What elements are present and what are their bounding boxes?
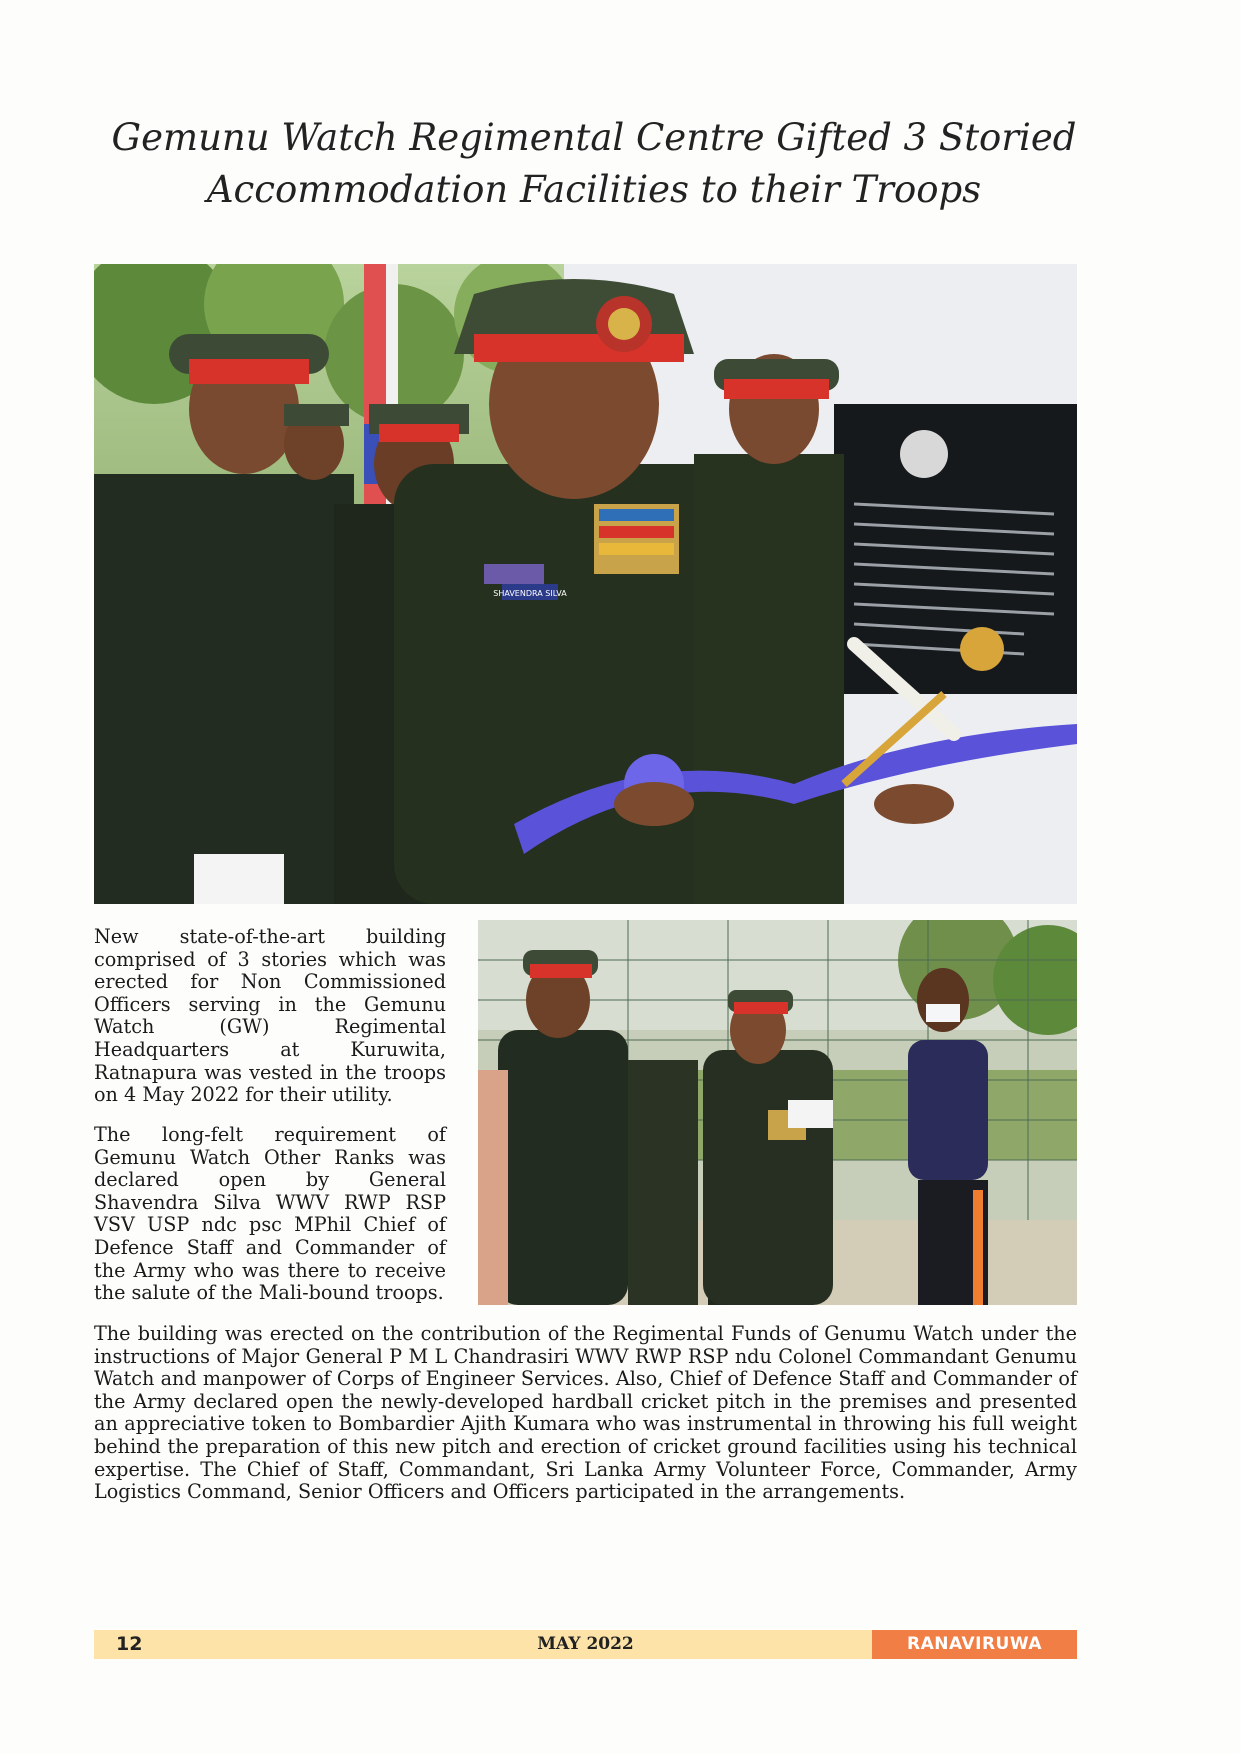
magazine-name: RANAVIRUWA: [872, 1630, 1077, 1659]
intro-paragraph: New state-of-the-art building comprised of 3 stories which was erected for Non Commissioned Officers serving in the Gemunu Watch (GW) Regimental Headquarters at Kuruwita, Ratnapura was vested in the troops on 4 May 2022 for their utility.: [94, 925, 446, 1107]
title-line-2: Accommodation Facilities to their Troops: [206, 168, 982, 211]
token-presentation-photo: [478, 920, 1077, 1305]
details-paragraph: The building was erected on the contribution of the Regimental Funds of Genumu Watch under the instructions of Major General P M L Chandrasiri WWV RWP RSP ndu Colonel Commandant Genumu Watch and manpower of Corps of Engineer Services. Also, Chief of Defence Staff and Commander of the Army declared open the newly-developed hardball cricket pitch in the premises and presented an appreciative token to Bombardier Ajith Kumara who was instrumental in throwing his full weight behind the preparation of this new pitch and erection of cricket ground facilities using his technical expertise. The Chief of Staff, Commandant, Sri Lanka Army Volunteer Force, Commander, Army Logistics Command, Senior Officers and Officers participated in the arrangements.: [94, 1322, 1077, 1504]
page-footer: [94, 1630, 1077, 1659]
ribbon-cutting-photo: [94, 264, 1077, 904]
article-title: [94, 112, 1094, 216]
title-line-1: Gemunu Watch Regimental Centre Gifted 3 Storied: [111, 116, 1077, 159]
declaration-paragraph: The long-felt requirement of Gemunu Watch Other Ranks was declared open by General Shavendra Silva WWV RWP RSP VSV USP ndc psc MPhil Chief of Defence Staff and Commander of the Army who was there to receive the salute of the Mali-bound troops.: [94, 1123, 446, 1305]
ribbon-cutting-image: [94, 264, 1077, 904]
issue-date: MAY 2022: [537, 1634, 634, 1654]
main-nametag: SHAVENDRA SILVA: [493, 589, 567, 598]
page-number: 12: [116, 1633, 143, 1655]
token-presentation-image: [478, 920, 1077, 1305]
